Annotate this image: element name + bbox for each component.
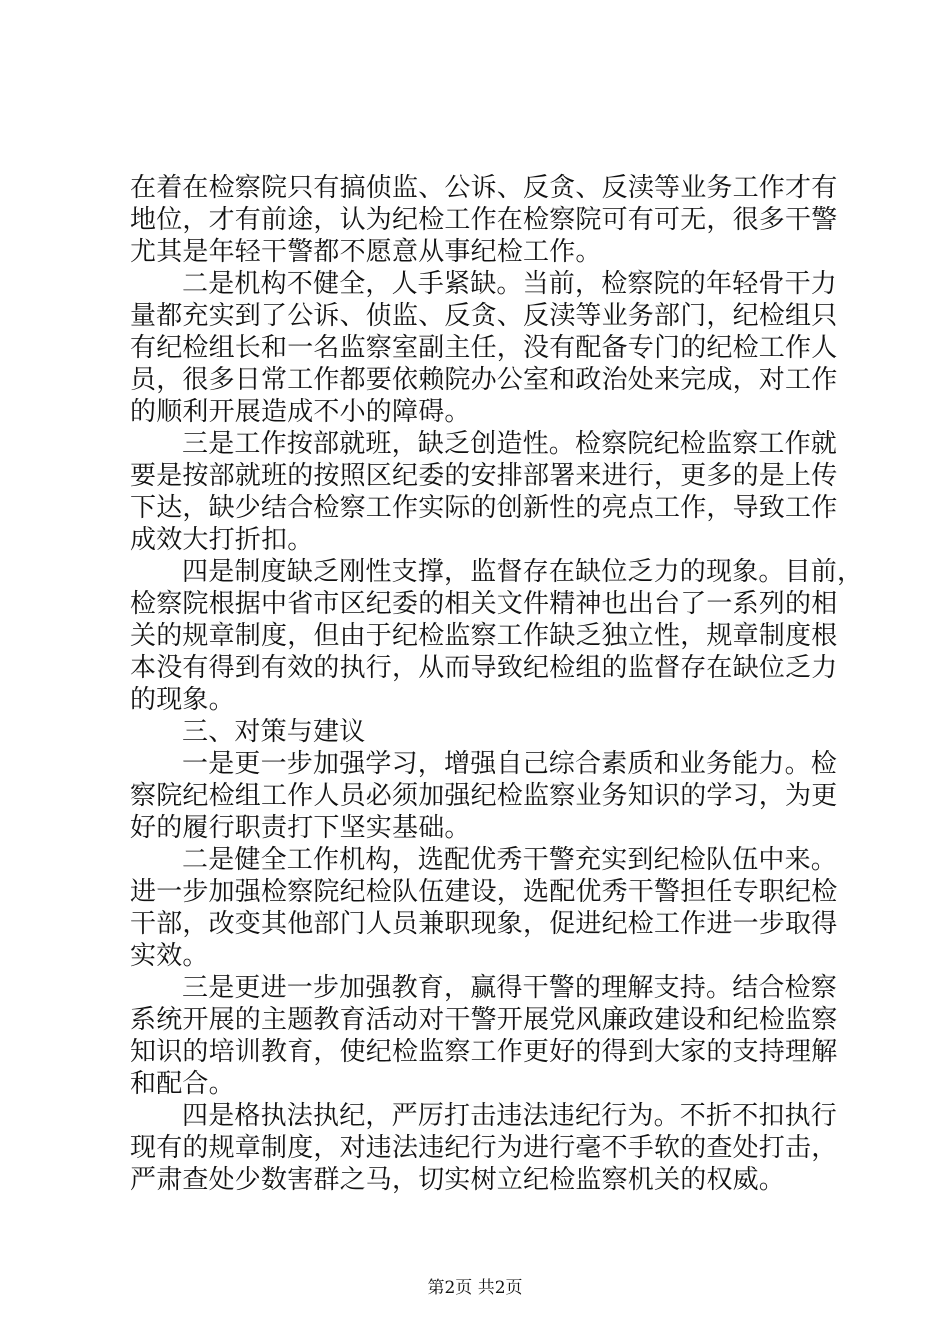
text-line: 尤其是年轻干警都不愿意从事纪检工作。 xyxy=(130,237,602,267)
text-line: 好的履行职责打下坚实基础。 xyxy=(130,813,471,843)
text-line: 下达，缺少结合检察工作实际的创新性的亮点工作，导致工作 xyxy=(130,493,838,523)
text-line: 的顺利开展造成不小的障碍。 xyxy=(130,397,471,427)
text-line: 三、对策与建议 xyxy=(182,717,366,747)
text-line: 知识的培训教育，使纪检监察工作更好的得到大家的支持理解 xyxy=(130,1037,838,1067)
text-line: 有纪检组长和一名监察室副主任，没有配备专门的纪检工作人 xyxy=(130,333,838,363)
text-line: 地位，才有前途，认为纪检工作在检察院可有可无，很多干警 xyxy=(130,205,838,235)
text-line: 检察院根据中省市区纪委的相关文件精神也出台了一系列的相 xyxy=(130,589,838,619)
text-line: 二是健全工作机构，选配优秀干警充实到纪检队伍中来。 xyxy=(182,845,838,875)
text-line: 成效大打折扣。 xyxy=(130,525,314,555)
text-line: 一是更一步加强学习，增强自己综合素质和业务能力。检 xyxy=(182,749,838,779)
text-line: 严肃查处少数害群之马，切实树立纪检监察机关的权威。 xyxy=(130,1165,786,1195)
text-line: 三是更进一步加强教育，赢得干警的理解支持。结合检察 xyxy=(182,973,838,1003)
text-line: 在着在检察院只有搞侦监、公诉、反贪、反渎等业务工作才有 xyxy=(130,173,838,203)
text-line: 二是机构不健全，人手紧缺。当前，检察院的年轻骨干力 xyxy=(182,269,838,299)
text-line: 四是制度缺乏刚性支撑，监督存在缺位乏力的现象。目前， xyxy=(182,557,864,587)
text-line: 的现象。 xyxy=(130,685,235,715)
page-number-footer: 第2页 共2页 xyxy=(427,1278,523,1298)
text-line: 本没有得到有效的执行，从而导致纪检组的监督存在缺位乏力 xyxy=(130,653,838,683)
text-line: 现有的规章制度，对违法违纪行为进行毫不手软的查处打击， xyxy=(130,1133,838,1163)
text-line: 和配合。 xyxy=(130,1069,235,1099)
text-line: 要是按部就班的按照区纪委的安排部署来进行，更多的是上传 xyxy=(130,461,838,491)
text-line: 员，很多日常工作都要依赖院办公室和政治处来完成，对工作 xyxy=(130,365,838,395)
text-line: 四是格执法执纪，严厉打击违法违纪行为。不折不扣执行 xyxy=(182,1101,838,1131)
text-line: 关的规章制度，但由于纪检监察工作缺乏独立性，规章制度根 xyxy=(130,621,838,651)
text-line: 三是工作按部就班，缺乏创造性。检察院纪检监察工作就 xyxy=(182,429,838,459)
text-line: 进一步加强检察院纪检队伍建设，选配优秀干警担任专职纪检 xyxy=(130,877,838,907)
text-line: 量都充实到了公诉、侦监、反贪、反渎等业务部门，纪检组只 xyxy=(130,301,838,331)
text-line: 干部，改变其他部门人员兼职现象，促进纪检工作进一步取得 xyxy=(130,909,838,939)
text-line: 实效。 xyxy=(130,941,209,971)
text-line: 察院纪检组工作人员必须加强纪检监察业务知识的学习，为更 xyxy=(130,781,838,811)
document-body xyxy=(130,172,864,1196)
text-line: 系统开展的主题教育活动对干警开展党风廉政建设和纪检监察 xyxy=(130,1005,838,1035)
